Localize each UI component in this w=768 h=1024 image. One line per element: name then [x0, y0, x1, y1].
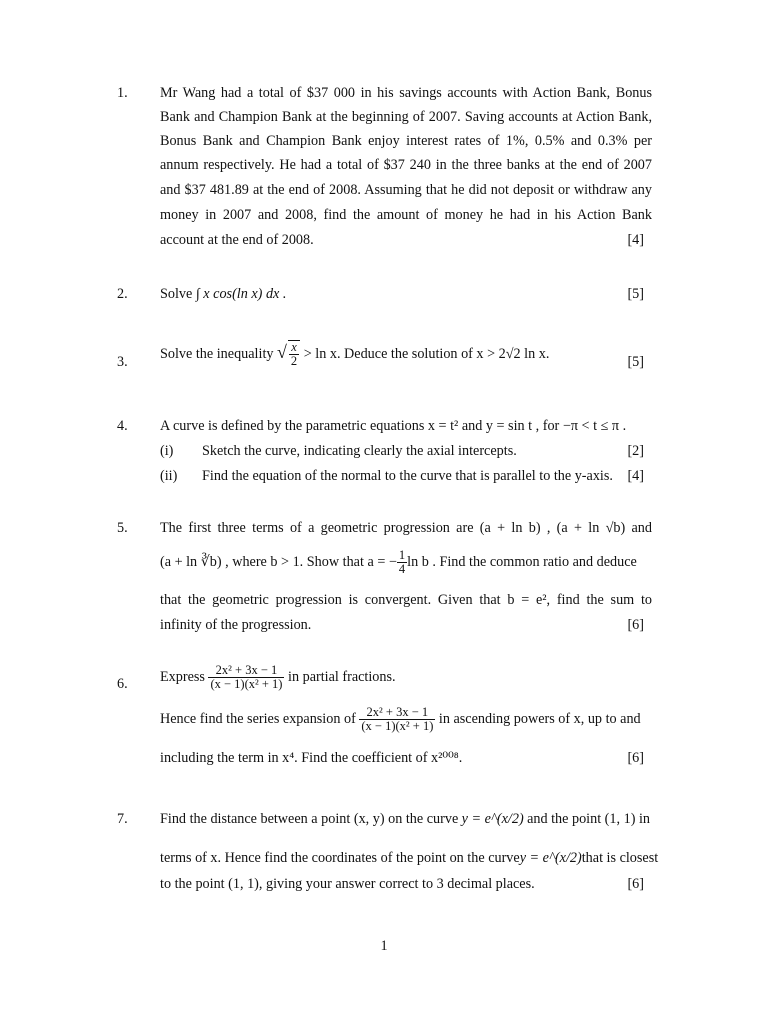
marks: [6] [627, 750, 644, 766]
fraction-numerator: 2x² + 3x − 1 [359, 706, 435, 720]
question-text-line: including the term in x⁴. Find the coefficient of x²⁰⁰⁸. [160, 750, 463, 766]
question-text-line: to the point (1, 1), giving your answer correct to 3 decimal places. [160, 876, 535, 892]
question-text-line: infinity of the progression. [160, 617, 312, 633]
question-text: and the point (1, 1) in [527, 811, 650, 827]
question-text: (a + ln ∛b) , where b > 1. Show that a = − [160, 553, 397, 570]
question-number: 2. [117, 286, 128, 302]
question-text-line [160, 850, 659, 867]
part-label: (i) [160, 443, 174, 459]
question-text: . Deduce the solution of x > 2√2 ln x. [336, 345, 550, 362]
fraction-denominator: (x − 1)(x² + 1) [210, 677, 283, 692]
question-text-line [160, 664, 652, 691]
part-label: (ii) [160, 468, 178, 484]
marks: [5] [627, 286, 644, 302]
marks: [6] [627, 617, 644, 633]
question-number: 4. [117, 418, 128, 434]
question-text-line [160, 286, 652, 303]
part-text: Sketch the curve, indicating clearly the axial intercepts. [202, 443, 517, 459]
question-text-line: A curve is defined by the parametric equations x = t² and y = sin t , for −π < t ≤ π . [160, 418, 627, 434]
question-text-line [160, 549, 652, 576]
marks: [6] [627, 876, 644, 892]
page-number: 1 [380, 938, 388, 954]
curve-expression: y = e^(x/2) [461, 811, 524, 827]
marks: [2] [627, 443, 644, 459]
question-text-line [160, 811, 650, 828]
question-text-line: Mr Wang had a total of $37 000 in his savings accounts with Action Bank, Bonus [160, 85, 652, 101]
fraction-numerator: 1 [398, 548, 406, 562]
question-text: Express [160, 668, 205, 685]
question-text-line [160, 706, 652, 733]
question-number: 6. [117, 676, 128, 692]
marks: [4] [627, 468, 644, 484]
fraction-denominator: 2 [290, 354, 298, 369]
question-number: 7. [117, 811, 128, 827]
question-text: in ascending powers of x, up to and [438, 710, 641, 727]
marks: [4] [627, 232, 644, 248]
fraction-numerator: x [289, 341, 299, 355]
fraction-denominator: 4 [398, 562, 406, 577]
part-text: Find the equation of the normal to the curve that is parallel to the y-axis. [202, 468, 613, 484]
question-text: Solve the inequality [160, 345, 274, 362]
question-text: ln b . Find the common ratio and deduce [407, 553, 637, 570]
question-text-line: money in 2007 and 2008, find the amount of money he had in his Action Bank [160, 207, 652, 223]
question-text-line: and $37 481.89 at the end of 2008. Assuming that he did not deposit or withdraw any [160, 182, 652, 198]
marks: [5] [627, 354, 644, 370]
question-text-line: annum respectively. He had a total of $37 240 in the three banks at the end of 2007 [160, 157, 652, 173]
math-expression: ∫ x cos(ln x) dx . [195, 286, 287, 302]
question-number: 3. [117, 354, 128, 370]
question-text-line: The first three terms of a geometric progression are (a + ln b) , (a + ln √b) and [160, 520, 652, 536]
fraction-numerator: 2x² + 3x − 1 [208, 664, 284, 678]
question-text: Solve [160, 286, 193, 302]
math-expression: > ln x [303, 345, 337, 362]
question-text-line: account at the end of 2008. [160, 232, 314, 248]
question-text: Hence find the series expansion of [160, 710, 356, 727]
question-text-line [160, 340, 652, 368]
question-number: 5. [117, 520, 128, 536]
question-text-line: Bonus Bank and Champion Bank enjoy interest rates of 1%, 0.5% and 0.3% per [160, 133, 652, 149]
question-text: Find the distance between a point (x, y) on the curve [160, 811, 459, 827]
question-text: in partial fractions. [288, 668, 396, 685]
question-text: terms of x. Hence find the coordinates of the point on the curve [160, 850, 520, 866]
question-text: that is closest [581, 850, 659, 866]
question-number: 1. [117, 85, 128, 101]
question-text-line: that the geometric progression is convergent. Given that b = e², find the sum to [160, 592, 652, 608]
fraction-denominator: (x − 1)(x² + 1) [361, 719, 434, 734]
curve-expression: y = e^(x/2) [519, 850, 582, 866]
question-text-line: Bank and Champion Bank at the beginning of 2007. Saving accounts at Action Bank, [160, 109, 652, 125]
sqrt-sign: √ [277, 341, 287, 362]
